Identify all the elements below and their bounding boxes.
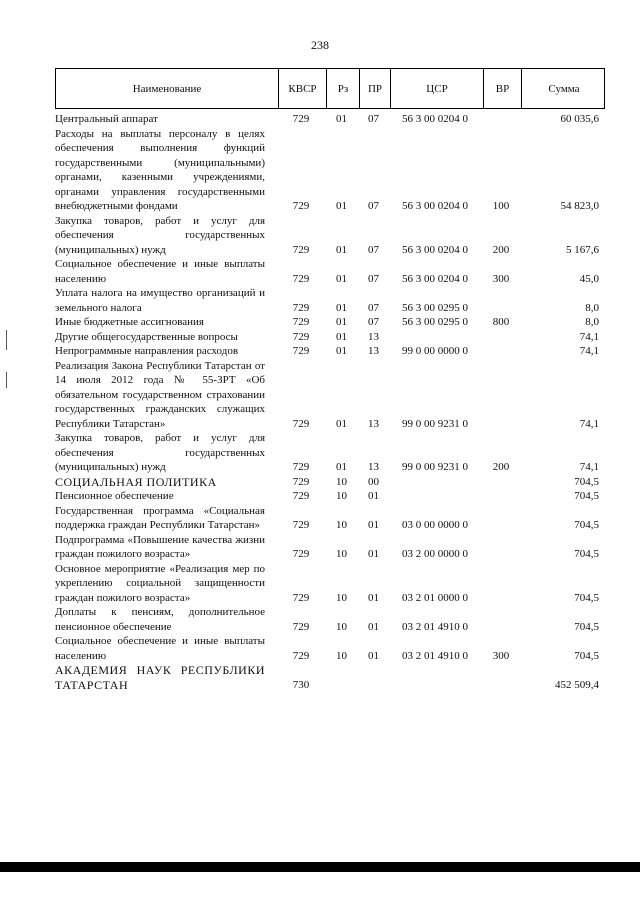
- row-vr: 300: [492, 649, 510, 662]
- margin-mark: [6, 372, 7, 388]
- header-name: Наименование: [132, 82, 202, 95]
- row-name: Социальное обеспечение и иные выплаты населению: [55, 258, 265, 285]
- row-rz: 10: [336, 548, 347, 560]
- row-name: Реализация Закона Республики Татарстан от 14 июля 2012 года № 55-ЗРТ «Об обязательном государственном страховании государственных гражданских служащих Республики Татарстан»: [55, 359, 265, 430]
- row-rz: 10: [336, 620, 347, 633]
- table-row: [55, 533, 615, 562]
- row-name: Закупка товаров, работ и услуг для обеспечения государственных (муниципальных) нужд: [55, 432, 265, 473]
- row-sum: 74,1: [579, 461, 599, 473]
- row-csr: 56 3 00 0295 0: [402, 316, 468, 328]
- row-rz: 01: [336, 461, 347, 473]
- row-kvsr: 729: [292, 461, 310, 473]
- row-rz: 01: [336, 113, 347, 125]
- row-kvsr: 729: [292, 345, 310, 357]
- header-vr: ВР: [483, 69, 521, 108]
- row-pr: 01: [368, 519, 379, 531]
- row-sum: 704,5: [574, 649, 599, 662]
- row-rz: 01: [336, 316, 347, 328]
- row-sum: 45,0: [579, 272, 599, 285]
- header-rz: Рз: [326, 69, 359, 108]
- table-row: [55, 330, 615, 345]
- table-header: [55, 68, 605, 109]
- row-sum: 704,5: [574, 591, 599, 604]
- row-csr: 03 2 00 0000 0: [402, 548, 468, 560]
- row-kvsr: 729: [292, 649, 310, 662]
- row-kvsr: 729: [292, 301, 310, 314]
- row-name: Центральный аппарат: [55, 113, 158, 125]
- row-pr: 07: [368, 301, 379, 314]
- row-pr: 01: [368, 649, 379, 662]
- row-rz: 01: [336, 243, 347, 256]
- row-csr: 56 3 00 0204 0: [402, 243, 468, 256]
- row-sum: 704,5: [574, 548, 599, 560]
- row-sum: 74,1: [579, 330, 599, 343]
- scan-bottom-edge: [0, 862, 640, 872]
- row-sum: 704,5: [574, 475, 599, 488]
- row-sum: 54 823,0: [560, 200, 599, 212]
- row-rz: 10: [336, 649, 347, 662]
- row-kvsr: 729: [292, 243, 310, 256]
- row-sum: 5 167,6: [566, 243, 599, 256]
- row-csr: 99 0 00 0000 0: [402, 345, 468, 357]
- table-row: [55, 562, 615, 606]
- row-name: Другие общегосударственные вопросы: [55, 330, 238, 343]
- row-vr: 100: [492, 200, 510, 212]
- row-kvsr: 729: [292, 620, 310, 633]
- table-row: [55, 489, 615, 504]
- row-name: Уплата налога на имущество организаций и земельного налога: [55, 287, 265, 314]
- row-kvsr: 729: [292, 113, 310, 125]
- row-rz: 01: [336, 301, 347, 314]
- row-name: Социальное обеспечение и иные выплаты населению: [55, 635, 265, 662]
- row-csr: 99 0 00 9231 0: [402, 417, 468, 430]
- table-row: [55, 286, 615, 315]
- row-csr: 56 3 00 0204 0: [402, 272, 468, 285]
- table-row: [55, 127, 615, 214]
- row-sum: 8,0: [585, 316, 599, 328]
- row-pr: 01: [368, 490, 379, 502]
- row-kvsr: 729: [292, 519, 310, 531]
- row-name: Непрограммные направления расходов: [55, 345, 239, 357]
- table-row: [55, 475, 615, 490]
- row-pr: 07: [368, 200, 379, 212]
- row-kvsr: 729: [292, 490, 310, 502]
- row-csr: 56 3 00 0295 0: [402, 301, 468, 314]
- table-row: [55, 257, 615, 286]
- row-csr: 03 0 00 0000 0: [402, 519, 468, 531]
- table-row: [55, 214, 615, 258]
- table-row: [55, 605, 615, 634]
- row-kvsr: 729: [292, 272, 310, 285]
- row-vr: 200: [492, 243, 510, 256]
- row-sum: 704,5: [574, 490, 599, 502]
- table-row: [55, 663, 615, 692]
- row-name: Основное мероприятие «Реализация мер по укреплению социальной защищенности граждан пожилого возраста»: [55, 562, 265, 604]
- row-sum: 452 509,4: [555, 678, 599, 691]
- row-rz: 01: [336, 272, 347, 285]
- row-pr: 13: [368, 345, 379, 357]
- row-pr: 13: [368, 417, 379, 430]
- table-row: [55, 431, 615, 475]
- row-sum: 8,0: [585, 301, 599, 314]
- row-kvsr: 729: [292, 316, 310, 328]
- row-name: Расходы на выплаты персоналу в целях обеспечения выполнения функций государственными (муниципальными) органами, казенными учреждениями, органами управления государственными внебюджетными фондами: [55, 127, 265, 212]
- row-name: Доплаты к пенсиям, дополнительное пенсионное обеспечение: [55, 606, 265, 633]
- table-row: [55, 344, 615, 359]
- table-row: [55, 634, 615, 663]
- row-pr: 07: [368, 272, 379, 285]
- row-sum: 74,1: [579, 345, 599, 357]
- margin-mark: [6, 330, 7, 350]
- row-pr: 07: [368, 316, 379, 328]
- header-kvsr: КВСР: [278, 69, 326, 108]
- row-kvsr: 729: [292, 548, 310, 560]
- row-kvsr: 729: [292, 417, 310, 430]
- row-vr: 800: [492, 316, 510, 328]
- row-sum: 704,5: [574, 620, 599, 633]
- table-body: [55, 112, 615, 692]
- row-pr: 00: [368, 475, 379, 488]
- row-kvsr: 729: [292, 591, 310, 604]
- row-name: Подпрограмма «Повышение качества жизни граждан пожилого возраста»: [55, 533, 265, 560]
- row-csr: 56 3 00 0204 0: [402, 200, 468, 212]
- row-rz: 10: [336, 475, 347, 488]
- header-sum: Сумма: [521, 69, 606, 108]
- table-row: [55, 504, 615, 533]
- row-rz: 10: [336, 490, 347, 502]
- row-rz: 10: [336, 519, 347, 531]
- row-name: Пенсионное обеспечение: [55, 490, 174, 502]
- row-pr: 01: [368, 591, 379, 604]
- row-name: Иные бюджетные ассигнования: [55, 316, 204, 328]
- row-rz: 10: [336, 591, 347, 604]
- row-name: Государственная программа «Социальная поддержка граждан Республики Татарстан»: [55, 504, 265, 531]
- row-kvsr: 730: [292, 678, 310, 691]
- page-number: 238: [311, 38, 329, 52]
- row-vr: 200: [492, 461, 510, 473]
- row-rz: 01: [336, 345, 347, 357]
- row-csr: 03 2 01 4910 0: [402, 649, 468, 662]
- row-csr: 99 0 00 9231 0: [402, 461, 468, 473]
- row-pr: 07: [368, 243, 379, 256]
- table-row: [55, 112, 615, 127]
- table-row: [55, 315, 615, 330]
- row-pr: 13: [368, 330, 379, 343]
- row-rz: 01: [336, 330, 347, 343]
- row-rz: 01: [336, 417, 347, 430]
- row-kvsr: 729: [292, 200, 310, 212]
- row-name: Закупка товаров, работ и услуг для обеспечения государственных (муниципальных) нужд: [55, 214, 265, 256]
- row-sum: 74,1: [579, 417, 599, 430]
- table-row: [55, 359, 615, 432]
- row-kvsr: 729: [292, 475, 310, 488]
- row-csr: 03 2 01 4910 0: [402, 620, 468, 633]
- row-vr: 300: [492, 272, 510, 285]
- row-pr: 01: [368, 620, 379, 633]
- row-pr: 13: [368, 461, 379, 473]
- row-csr: 03 2 01 0000 0: [402, 591, 468, 604]
- row-name: АКАДЕМИЯ НАУК РЕСПУБЛИКИ ТАТАРСТАН: [55, 663, 265, 692]
- row-pr: 01: [368, 548, 379, 560]
- row-sum: 60 035,6: [560, 113, 599, 125]
- header-csr: ЦСР: [390, 69, 483, 108]
- row-rz: 01: [336, 200, 347, 212]
- row-csr: 56 3 00 0204 0: [402, 113, 468, 125]
- row-pr: 07: [368, 113, 379, 125]
- header-pr: ПР: [359, 69, 390, 108]
- row-sum: 704,5: [574, 519, 599, 531]
- row-name: СОЦИАЛЬНАЯ ПОЛИТИКА: [55, 474, 217, 489]
- row-kvsr: 729: [292, 330, 310, 343]
